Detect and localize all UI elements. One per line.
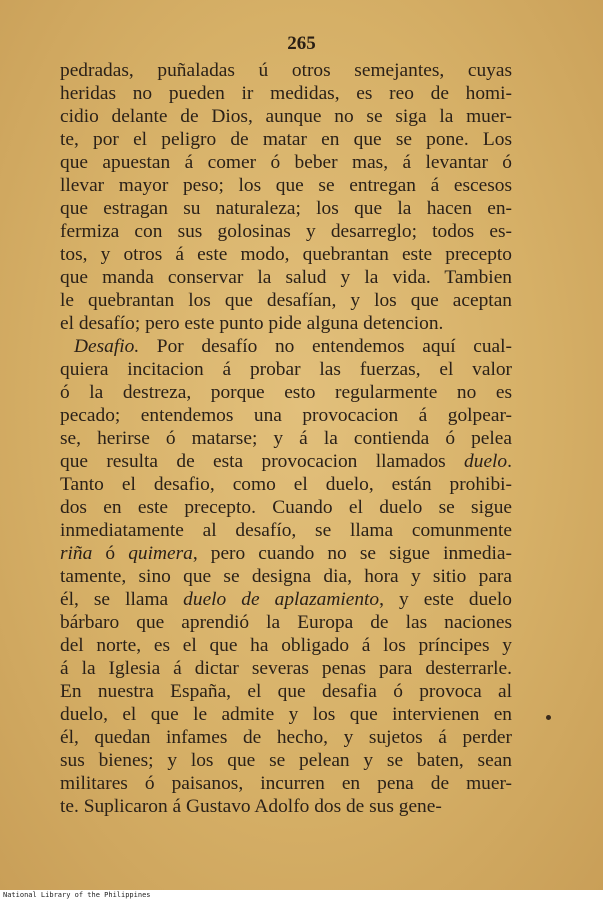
text-line (60, 473, 512, 496)
text-line (60, 404, 512, 427)
italic-text: Desafio. (74, 336, 140, 357)
text-run: cidio delante de Dios, aunque no se siga la muer- (60, 106, 512, 127)
library-attribution: National Library of the Philippines (3, 891, 151, 899)
text-run: tamente, sino que se designa dia, hora y sitio para (60, 566, 512, 587)
page-number: 265 (287, 33, 316, 54)
text-run: pedradas, puñaladas ú otros semejantes, cuyas (60, 60, 512, 81)
text-run: tos, y otros á este modo, quebrantan este precepto (60, 244, 512, 265)
text-line (60, 335, 512, 358)
text-line (60, 703, 512, 726)
text-run: que resulta de esta provocacion llamados (60, 451, 465, 472)
text-run: quiera incitacion á probar las fuerzas, el valor (60, 359, 512, 380)
text-line (60, 358, 512, 381)
text-run: , pero cuando no se sigue inmedia- (192, 543, 512, 564)
text-run: sus bienes; y los que se pelean y se baten, sean (60, 750, 512, 771)
text-run: del norte, es el que ha obligado á los príncipes y (60, 635, 512, 656)
text-line (60, 657, 512, 680)
text-line (60, 565, 512, 588)
text-line (60, 197, 512, 220)
text-line (60, 450, 512, 473)
italic-text: duelo de aplazamiento (183, 589, 380, 610)
text-run: bárbaro que aprendió la Europa de las naciones (60, 612, 512, 633)
text-line (60, 243, 512, 266)
text-line (60, 542, 512, 565)
text-run: que manda conservar la salud y la vida. Tambien (60, 267, 512, 288)
text-run: te, por el peligro de matar en que se pone. Los (60, 129, 512, 150)
text-run: el desafío; pero este punto pide alguna detencion. (60, 313, 444, 334)
text-line (60, 59, 512, 82)
text-run: . (507, 451, 512, 472)
text-line (60, 427, 512, 450)
text-run: duelo, el que le admite y los que intervienen en (60, 704, 512, 725)
text-run: le quebrantan los que desafían, y los que aceptan (60, 290, 512, 311)
text-run: que apuestan á comer ó beber mas, á levantar ó (60, 152, 512, 173)
text-line (60, 772, 512, 795)
text-run: Por desafío no entendemos aquí cual- (139, 336, 512, 357)
body-text (60, 59, 512, 818)
text-run: á la Iglesia á dictar severas penas para desterrarle. (60, 658, 512, 679)
text-run: te. Suplicaron á Gustavo Adolfo dos de sus gene- (60, 796, 442, 817)
italic-text: quimera (128, 543, 193, 564)
text-line (60, 289, 512, 312)
text-line (60, 680, 512, 703)
text-run: , y este duelo (379, 589, 512, 610)
text-run: él, quedan infames de hecho, y sujetos á perder (60, 727, 512, 748)
text-line (60, 795, 512, 818)
text-line (60, 82, 512, 105)
text-line (60, 519, 512, 542)
text-run: él, se llama (60, 589, 184, 610)
text-line (60, 726, 512, 749)
text-line (60, 266, 512, 289)
text-line (60, 588, 512, 611)
text-line (60, 496, 512, 519)
text-line (60, 611, 512, 634)
italic-text: riña (60, 543, 93, 564)
text-run: llevar mayor peso; los que se entregan á escesos (60, 175, 512, 196)
italic-text: duelo (464, 451, 508, 472)
text-line (60, 312, 512, 335)
text-run: En nuestra España, el que desafia ó provoca al (60, 681, 512, 702)
text-line (60, 105, 512, 128)
text-run: dos en este precepto. Cuando el duelo se sigue (60, 497, 512, 518)
text-run: heridas no pueden ir medidas, es reo de homi- (60, 83, 512, 104)
text-run: ó (92, 543, 129, 564)
text-run: se, herirse ó matarse; y á la contienda ó pelea (60, 428, 512, 449)
text-run: pecado; entendemos una provocacion á golpear- (60, 405, 512, 426)
margin-dot (546, 715, 551, 720)
text-run: militares ó paisanos, incurren en pena de muer- (60, 773, 512, 794)
text-run: inmediatamente al desafío, se llama comunmente (60, 520, 512, 541)
text-run: Tanto el desafio, como el duelo, están prohibi- (60, 474, 512, 495)
text-line (60, 174, 512, 197)
text-line (60, 220, 512, 243)
text-line (60, 634, 512, 657)
text-run: fermiza con sus golosinas y desarreglo; todos es- (60, 221, 512, 242)
text-line (60, 749, 512, 772)
text-line (60, 128, 512, 151)
text-line (60, 151, 512, 174)
text-run: ó la destreza, porque esto regularmente no es (60, 382, 512, 403)
text-run: que estragan su naturaleza; los que la hacen en- (60, 198, 512, 219)
text-line (60, 381, 512, 404)
